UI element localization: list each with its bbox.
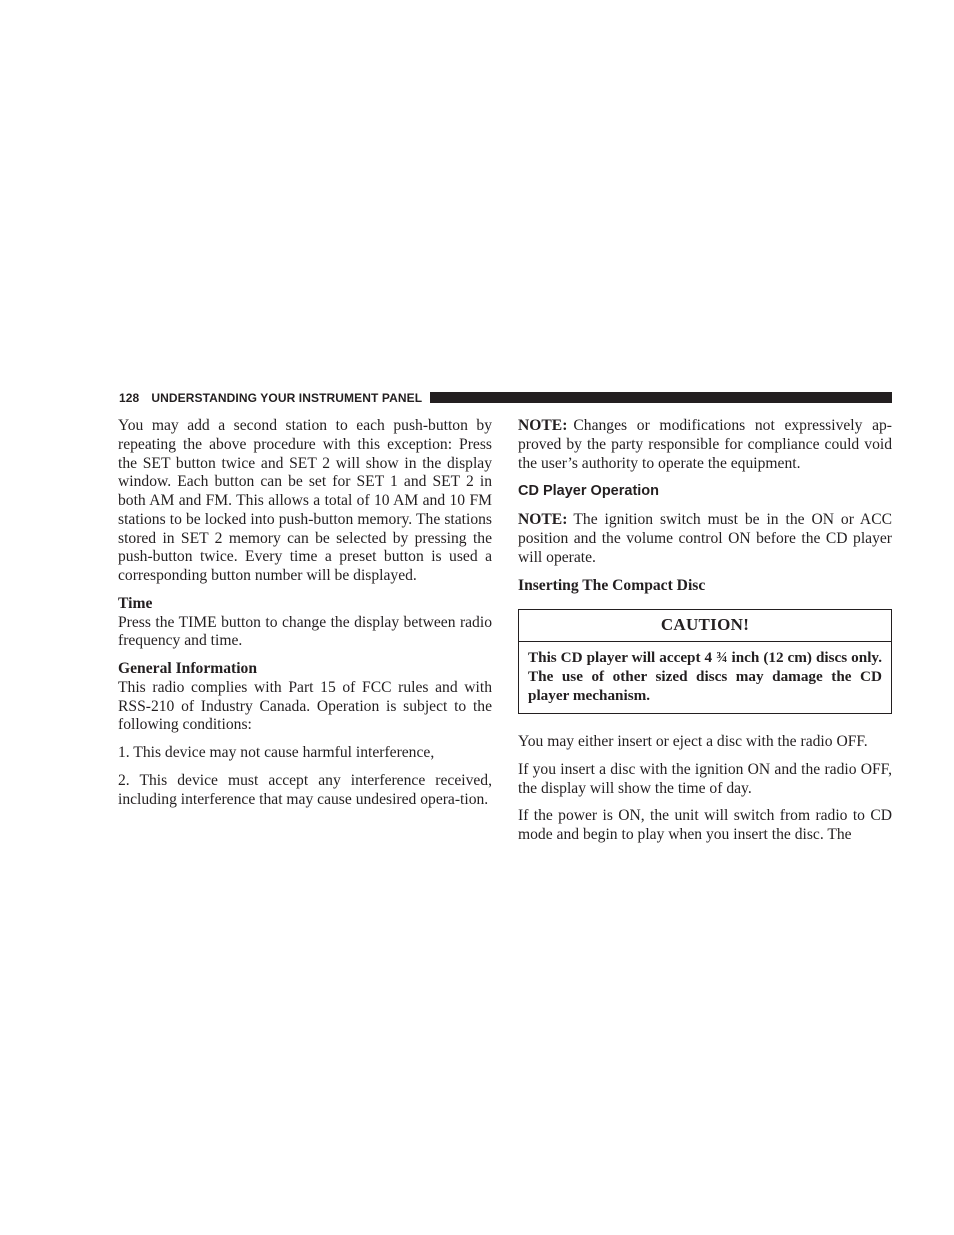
right-column — [518, 417, 892, 845]
condition-2: 2. This device must accept any interference received, including interference that may cause undesired opera-tion. — [118, 771, 492, 808]
power-on-paragraph: If the power is ON, the unit will switch from radio to CD mode and begin to play when you insert the disc. The — [518, 807, 892, 843]
note-ignition-text: The ignition switch must be in the ON or ACC position and the volume control ON before the CD player will operate. — [518, 511, 892, 566]
section-title: UNDERSTANDING YOUR INSTRUMENT PANEL — [151, 390, 423, 405]
insert-eject-paragraph: You may either insert or eject a disc with the radio OFF. — [518, 733, 868, 750]
general-information-paragraph: This radio complies with Part 15 of FCC rules and with RSS-210 of Industry Canada. Operation is subject to the following conditions: — [118, 678, 492, 734]
general-information-heading: General Information — [118, 660, 258, 677]
note-modifications — [518, 417, 892, 473]
left-column — [118, 417, 492, 809]
page-header — [119, 390, 892, 405]
caution-title: CAUTION! — [519, 610, 891, 642]
page-number: 128 — [119, 390, 140, 405]
note-modifications-text: Changes or modifications not expressively ap-proved by the party responsible for compliance could void the user’s authority to operate the equipment. — [518, 417, 892, 472]
general-information-section — [118, 660, 492, 735]
header-rule — [430, 392, 892, 403]
inserting-disc-heading: Inserting The Compact Disc — [518, 576, 706, 594]
time-paragraph: Press the TIME button to change the display between radio frequency and time. — [118, 613, 492, 650]
note-ignition — [518, 511, 892, 567]
time-section — [118, 595, 492, 651]
time-heading: Time — [118, 594, 153, 612]
note-label: NOTE: — [518, 511, 568, 529]
note-label: NOTE: — [518, 417, 568, 434]
caution-text: This CD player will accept 4 ¾ inch (12 cm) discs only. The use of other sized discs may damage the CD player mechanism. — [528, 649, 882, 704]
cd-player-heading: CD Player Operation — [518, 483, 660, 500]
intro-paragraph: You may add a second station to each push-button by repeating the above procedure with this exception: Press the SET button twice and SET 2 will show in the display window. Each button can be set for SET 1 and SET 2 in both AM and FM. This allows a total of 10 AM and 10 FM stations to be locked into push-button memory. The stations stored in SET 2 memory can be selected by pressing the push-button twice. Every time a preset button is used a corresponding button number will be displayed. — [118, 417, 492, 584]
condition-1: 1. This device may not cause harmful interference, — [118, 744, 435, 761]
ignition-on-paragraph: If you insert a disc with the ignition ON and the radio OFF, the display will show the time of day. — [518, 760, 892, 797]
caution-box — [518, 609, 892, 714]
